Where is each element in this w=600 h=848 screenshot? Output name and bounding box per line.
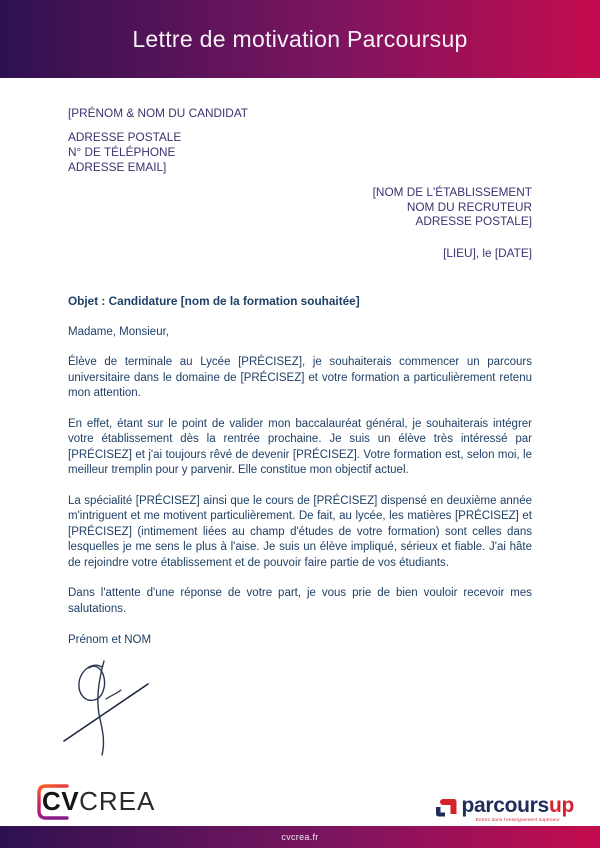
recipient-address: ADRESSE POSTALE] — [415, 214, 532, 228]
paragraph-specialites: La spécialité [PRÉCISEZ] ainsi que le cours de [PRÉCISEZ] dispensé en deuxième année m'intriguent et me motivent particulièrement. De fait, au lycée, les matières [PRÉCISEZ] et [PRÉCISEZ] (intimement liées au champ d'études de votre formation) sont celles dans lesquelles je me sens le plus à l'aise. Je suis un élève impliqué, sérieux et fiable. J'ai hâte de rejoindre votre établissement et de pouvoir faire partie de vos étudiants. — [68, 494, 532, 569]
letter-body — [0, 78, 600, 782]
page-title: Lettre de motivation Parcoursup — [132, 25, 468, 52]
cvcrea-cv-text: CV — [42, 786, 80, 816]
date-line: [LIEU], le [DATE] — [443, 245, 532, 260]
parcoursup-up-text: up — [548, 794, 574, 817]
parcoursup-parcours-text: parcours — [461, 794, 549, 817]
sender-block — [68, 106, 532, 175]
sender-address: ADRESSE POSTALE — [68, 130, 182, 144]
footer-logos — [0, 782, 600, 826]
salutation: Madame, Monsieur, — [68, 325, 169, 338]
parcoursup-wordmark — [461, 795, 574, 816]
parcoursup-tagline: Entrez dans l'enseignement supérieur — [475, 817, 560, 822]
closing-name: Prénom et NOM — [68, 634, 152, 646]
parcoursup-logo — [433, 795, 574, 822]
website-link[interactable]: cvcrea.fr — [281, 832, 319, 842]
footer-bar — [0, 826, 600, 848]
parcoursup-arrow-icon — [433, 795, 459, 821]
subject-line: Objet : Candidature [nom de la formation souhaitée] — [68, 294, 360, 308]
cvcrea-crea-text: CREA — [79, 786, 156, 816]
sender-phone: N° DE TÉLÉPHONE — [68, 145, 176, 159]
paragraph-intro: Élève de terminale au Lycée [PRÉCISEZ], je souhaiterais commencer un parcours universitaire dans le domaine de [PRÉCISEZ] et votre formation a particulièrement retenu mon attention. — [68, 356, 532, 399]
recipient-block — [68, 185, 532, 229]
sender-name: [PRÉNOM & NOM DU CANDIDAT — [68, 106, 249, 120]
header-banner — [0, 0, 600, 78]
cvcrea-logo — [34, 782, 179, 822]
parcoursup-text-column — [461, 795, 574, 822]
recipient-recruiter: NOM DU RECRUTEUR — [406, 199, 532, 214]
paragraph-closing: Dans l'attente d'une réponse de votre part, je vous prie de bien vouloir recevoir mes salutations. — [68, 587, 532, 615]
signature-image — [56, 659, 176, 759]
cvcrea-wordmark — [42, 787, 155, 815]
paragraph-motivation: En effet, étant sur le point de valider mon baccalauréat général, je souhaiterais intégrer votre établissement dès la rentrée prochaine. Je suis un élève très intéressé par [PRÉCISEZ] et j'ai toujours rêvé de devenir [PRÉCISEZ]. Votre formation est, selon moi, le meilleur tremplin pour y parvenir. Elle constitue mon objectif actuel. — [68, 417, 532, 476]
sender-email: ADRESSE EMAIL] — [68, 160, 167, 174]
recipient-establishment: [NOM DE L'ÉTABLISSEMENT — [372, 185, 532, 199]
